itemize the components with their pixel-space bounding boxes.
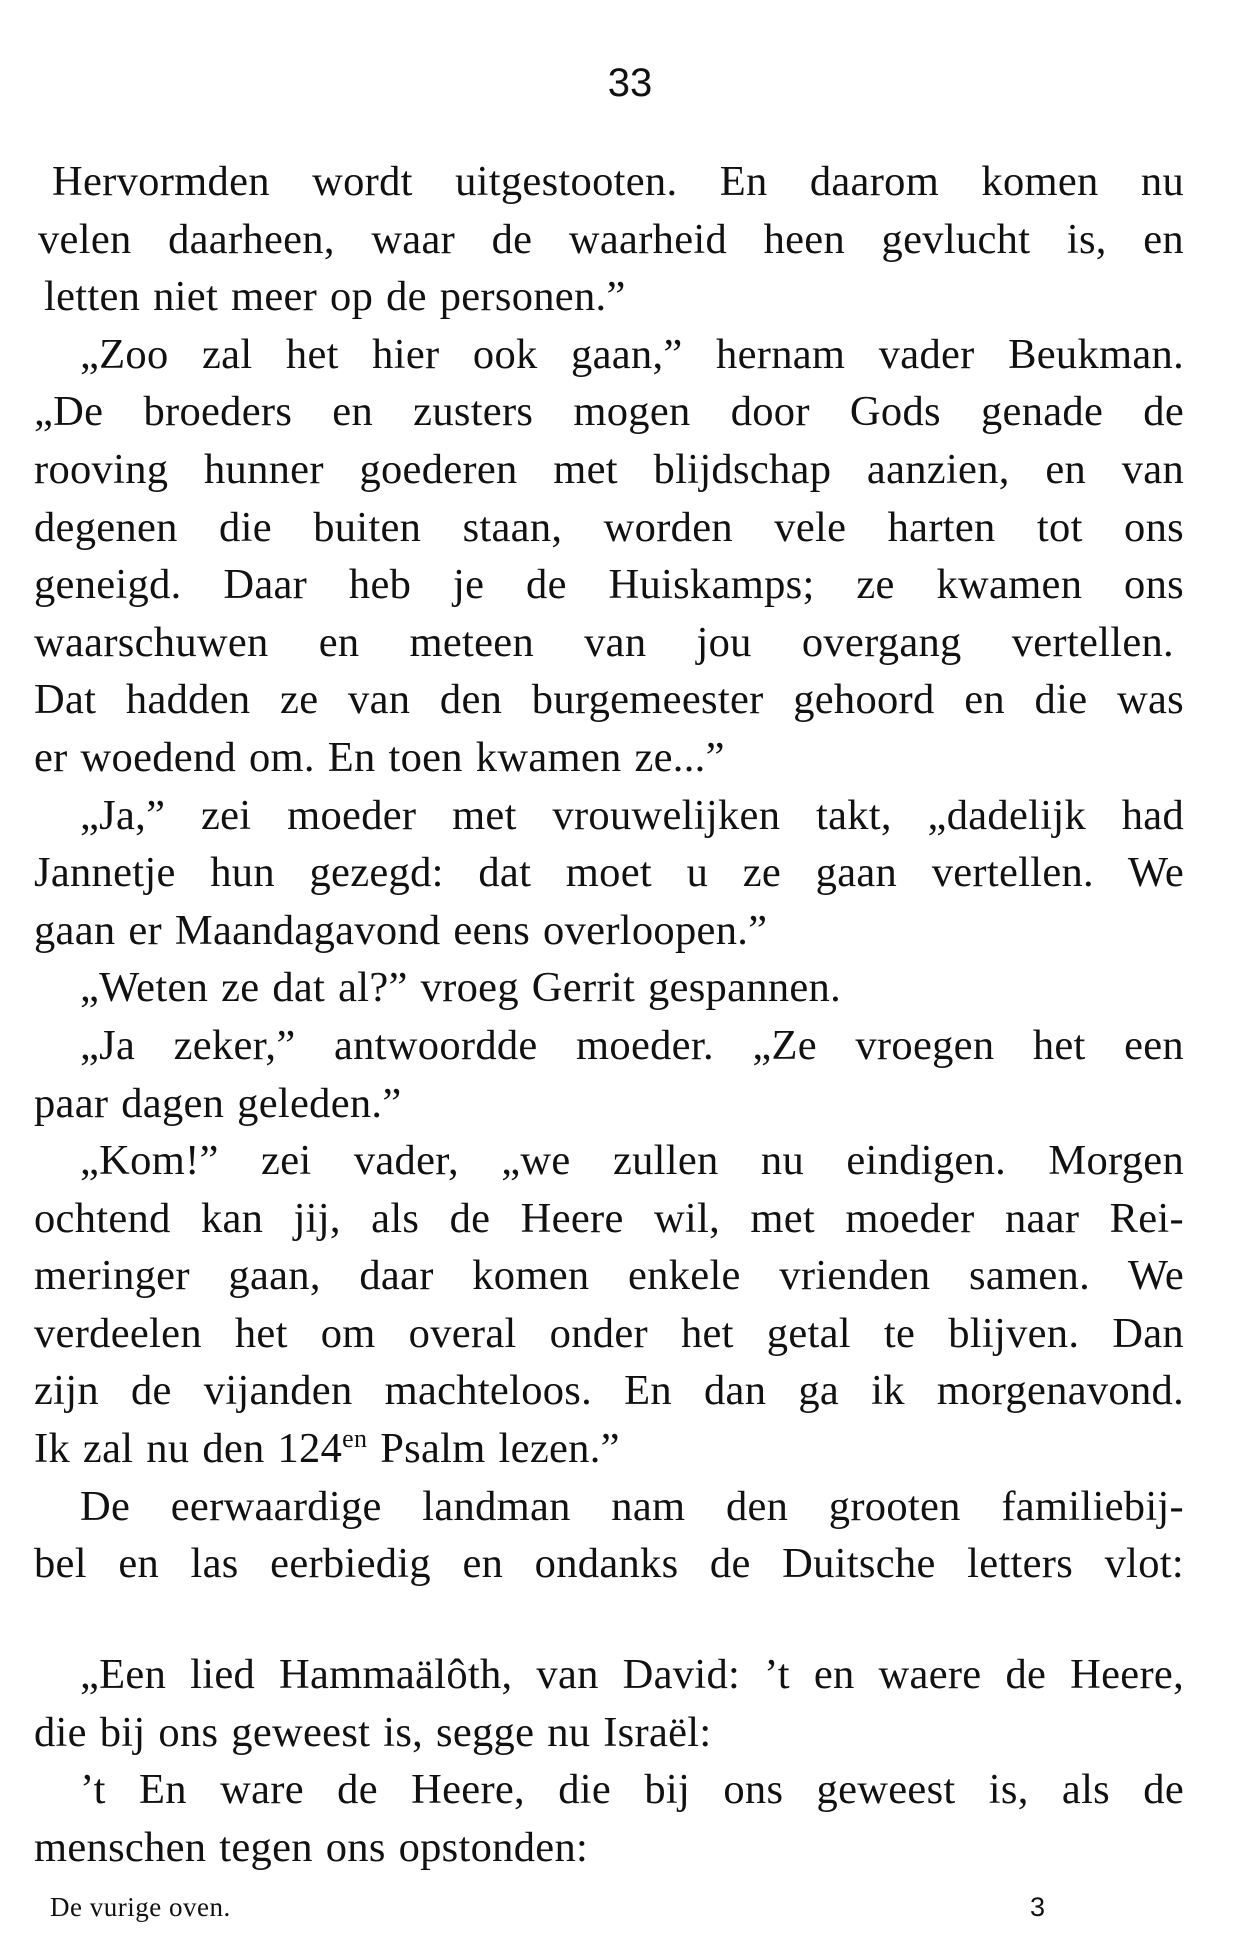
text-line: ’t En ware de Heere, die bij ons geweest is, als de	[80, 1766, 1184, 1814]
ordinal-superscript: en	[342, 1423, 368, 1453]
text-line: Jannetje hun gezegd: dat moet u ze gaan vertellen. We	[34, 849, 1184, 897]
text-line: Dat hadden ze van den burgemeester gehoord en die was	[34, 676, 1184, 724]
text-line: „Weten ze dat al?” vroeg Gerrit gespannen.	[80, 964, 842, 1012]
footer-book-title: De vurige oven.	[50, 1892, 231, 1922]
page-number: 33	[607, 61, 653, 105]
text-line: meringer gaan, daar komen enkele vrienden samen. We	[34, 1252, 1184, 1300]
text-line: rooving hunner goederen met blijdschap aanzien, en van	[34, 445, 1184, 493]
text-line: Hervormden wordt uitgestooten. En daarom komen nu	[52, 158, 1184, 205]
text-line: velen daarheen, waar de waarheid heen gevlucht is, en	[38, 215, 1184, 263]
text-line: die bij ons geweest is, segge nu Israël:	[34, 1708, 712, 1756]
text-line: De eerwaardige landman nam den grooten familiebij-	[80, 1482, 1184, 1530]
text-line: degenen die buiten staan, worden vele harten tot ons	[34, 503, 1184, 551]
text-line: „De broeders en zusters mogen door Gods genade de	[34, 388, 1184, 436]
text-line: bel en las eerbiedig en ondanks de Duitsche letters vlot:	[34, 1540, 1184, 1588]
footer-signature-mark: 3	[1030, 1892, 1046, 1922]
text-line: „Zoo zal het hier ook gaan,” hernam vader Beukman.	[80, 330, 1184, 378]
text-line: waarschuwen en meteen van jou overgang vertellen.	[34, 618, 1174, 666]
text-line: „Een lied Hammaälôth, van David: ’t en waere de Heere,	[80, 1651, 1184, 1698]
body-text	[34, 153, 1184, 1593]
text-line	[34, 1420, 1184, 1478]
text-line: paar dagen geleden.”	[34, 1079, 402, 1127]
psalm-quote	[34, 1646, 1184, 1876]
text-line: „Ja,” zei moeder met vrouwelijken takt, „dadelijk had	[80, 791, 1184, 839]
text-line: zijn de vijanden machteloos. En dan ga ik morgenavond.	[34, 1367, 1184, 1415]
text-line: er woedend om. En toen kwamen ze...”	[34, 733, 725, 781]
text-line: letten niet meer op de personen.”	[44, 273, 626, 321]
text-line: gaan er Maandagavond eens overloopen.”	[34, 906, 768, 954]
text-line: menschen tegen ons opstonden:	[34, 1823, 589, 1871]
text-line: „Ja zeker,” antwoordde moeder. „Ze vroegen het een	[80, 1021, 1184, 1069]
text-line: „Kom!” zei vader, „we zullen nu eindigen. Morgen	[80, 1137, 1184, 1185]
text-line: ochtend kan jij, als de Heere wil, met moeder naar Rei-	[34, 1194, 1184, 1242]
text-segment: Ik zal nu den 124	[34, 1425, 343, 1473]
text-line: geneigd. Daar heb je de Huiskamps; ze kwamen ons	[34, 561, 1184, 609]
text-segment: Psalm lezen.”	[367, 1425, 620, 1473]
text-line: verdeelen het om overal onder het getal te blijven. Dan	[34, 1309, 1184, 1357]
